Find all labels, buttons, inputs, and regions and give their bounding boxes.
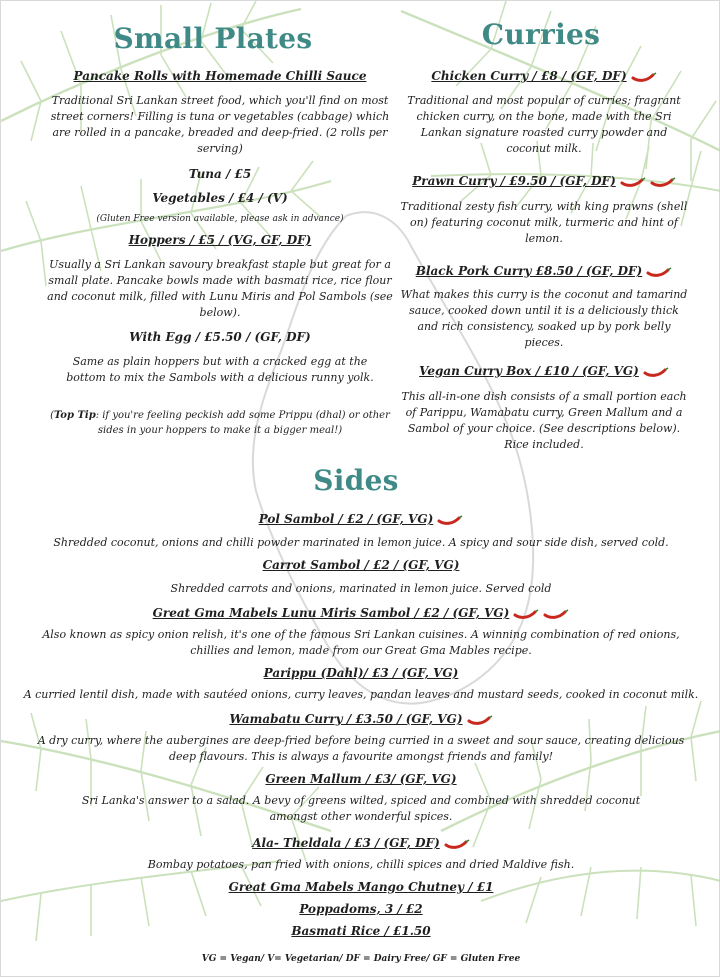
- sides-heading: Sides: [313, 464, 399, 497]
- hoppers-title: Hoppers / £5 / (VG, GF, DF): [128, 233, 312, 247]
- vegetables-price: Vegetables / £4 / (V): [152, 191, 288, 205]
- small-plates-column: [39, 68, 401, 438]
- sides-list: [23, 511, 699, 939]
- curry-item-desc: What makes this curry is the coconut and tamarind sauce, cooked down until it is a deliciously thick and rich consistency, soaked up by pork belly pieces.: [400, 288, 688, 349]
- side-item-title: Ala- Theldala / £3 / (GF, DF): [23, 835, 699, 851]
- curry-item-desc: Traditional and most popular of curries; fragrant chicken curry, on the bone, made with the Sri Lankan signature roasted curry powder and coconut milk.: [407, 94, 681, 155]
- curry-item-title: Black Pork Curry £8.50 / (GF, DF): [399, 263, 689, 279]
- chilli-icon: [620, 177, 646, 187]
- chilli-icon: [444, 839, 470, 849]
- curry-item-desc: Traditional zesty fish curry, with king prawns (shell on) featuring coconut milk, turmeric and hint of lemon.: [400, 200, 688, 245]
- side-item-title: Parippu (Dahl)/ £3 / (GF, VG): [263, 666, 459, 680]
- curry-item-title: Chicken Curry / £8 / (GF, DF): [399, 68, 689, 84]
- side-item-desc: Sri Lanka's answer to a salad. A bevy of greens wilted, spiced and combined with shredded coconut amongst other wonderful spices.: [81, 794, 641, 823]
- pancake-rolls-title: Pancake Rolls with Homemade Chilli Sauce: [73, 69, 367, 83]
- with-egg-desc: Same as plain hoppers but with a cracked egg at the bottom to mix the Sambols with a delicious runny yolk.: [66, 355, 374, 384]
- side-item-desc: Bombay potatoes, pan fried with onions, chilli spices and dried Maldive fish.: [147, 858, 575, 871]
- with-egg-title: With Egg / £5.50 / (GF, DF): [129, 330, 311, 344]
- dietary-key: VG = Vegan/ V= Vegetarian/ DF = Dairy Free/ GF = Gluten Free: [201, 954, 521, 964]
- curry-item-title: Vegan Curry Box / £10 / (GF, VG): [399, 363, 689, 379]
- hoppers-desc: Usually a Sri Lankan savoury breakfast staple but great for a small plate. Pancake bowls made with basmati rice, rice flour and coconut milk, filled with Lunu Miris and Pol Sambols (see below).: [47, 258, 393, 319]
- side-item-desc: Also known as spicy onion relish, it's one of the famous Sri Lankan cuisines. A winning combination of red onions, chillies and lemon, made from our Great Gma Mables recipe.: [42, 628, 680, 657]
- side-item-title: Great Gma Mabels Mango Chutney / £1: [228, 880, 494, 894]
- side-item-desc: A dry curry, where the aubergines are deep-fried before being curried in a sweet and sour sauce, creating delicious deep flavours. This is always a favourite amongst friends and family!: [37, 734, 685, 763]
- chilli-icon: [437, 515, 463, 525]
- side-item-title: Wamabatu Curry / £3.50 / (GF, VG): [23, 711, 699, 727]
- pancake-rolls-desc: Traditional Sri Lankan street food, which you'll find on most street corners! Filling is tuna or vegetables (cabbage) which are rolled in a pancake, breaded and deep-fried. (2 rolls per serving): [50, 94, 390, 155]
- curries-heading: Curries: [481, 18, 601, 51]
- curry-item-desc: This all-in-one dish consists of a small portion each of Parippu, Wamabatu curry, Green Mallum and a Sambol of your choice. (See descriptions below). Rice included.: [401, 390, 687, 451]
- chilli-icon: [631, 72, 657, 82]
- curries-column: [399, 68, 689, 453]
- chilli-icon: [543, 609, 569, 619]
- chilli-icon: [650, 177, 676, 187]
- curry-item-title: Prawn Curry / £9.50 / (GF, DF): [399, 173, 689, 189]
- side-item-title: Great Gma Mabels Lunu Miris Sambol / £2 / (GF, VG): [23, 605, 699, 621]
- tuna-price: Tuna / £5: [188, 167, 252, 181]
- side-item-title: Poppadoms, 3 / £2: [299, 902, 423, 916]
- chilli-icon: [643, 367, 669, 377]
- chilli-icon: [467, 715, 493, 725]
- side-item-title: Pol Sambol / £2 / (GF, VG): [23, 511, 699, 527]
- side-item-title: Carrot Sambol / £2 / (GF, VG): [262, 558, 460, 572]
- side-item-title: Green Mallum / £3/ (GF, VG): [265, 772, 457, 786]
- side-item-desc: Shredded carrots and onions, marinated in lemon juice. Served cold: [170, 582, 552, 595]
- top-tip-text: : if you're feeling peckish add some Prippu (dhal) or other sides in your hoppers to make it a bigger meal!): [95, 410, 390, 436]
- chilli-icon: [513, 609, 539, 619]
- gluten-free-note: (Gluten Free version available, please ask in advance): [96, 214, 344, 224]
- side-item-title: Basmati Rice / £1.50: [291, 924, 431, 938]
- top-tip-label: Top Tip: [54, 410, 96, 421]
- side-item-desc: A curried lentil dish, made with sautéed onions, curry leaves, pandan leaves and mustard seeds, cooked in coconut milk.: [23, 688, 699, 701]
- small-plates-heading: Small Plates: [113, 22, 313, 55]
- side-item-desc: Shredded coconut, onions and chilli powder marinated in lemon juice. A spicy and sour side dish, served cold.: [53, 536, 669, 549]
- top-tip: (Top Tip: if you're feeling peckish add some Prippu (dhal) or other sides in your hoppers to make it a bigger meal!): [50, 410, 390, 436]
- chilli-icon: [646, 267, 672, 277]
